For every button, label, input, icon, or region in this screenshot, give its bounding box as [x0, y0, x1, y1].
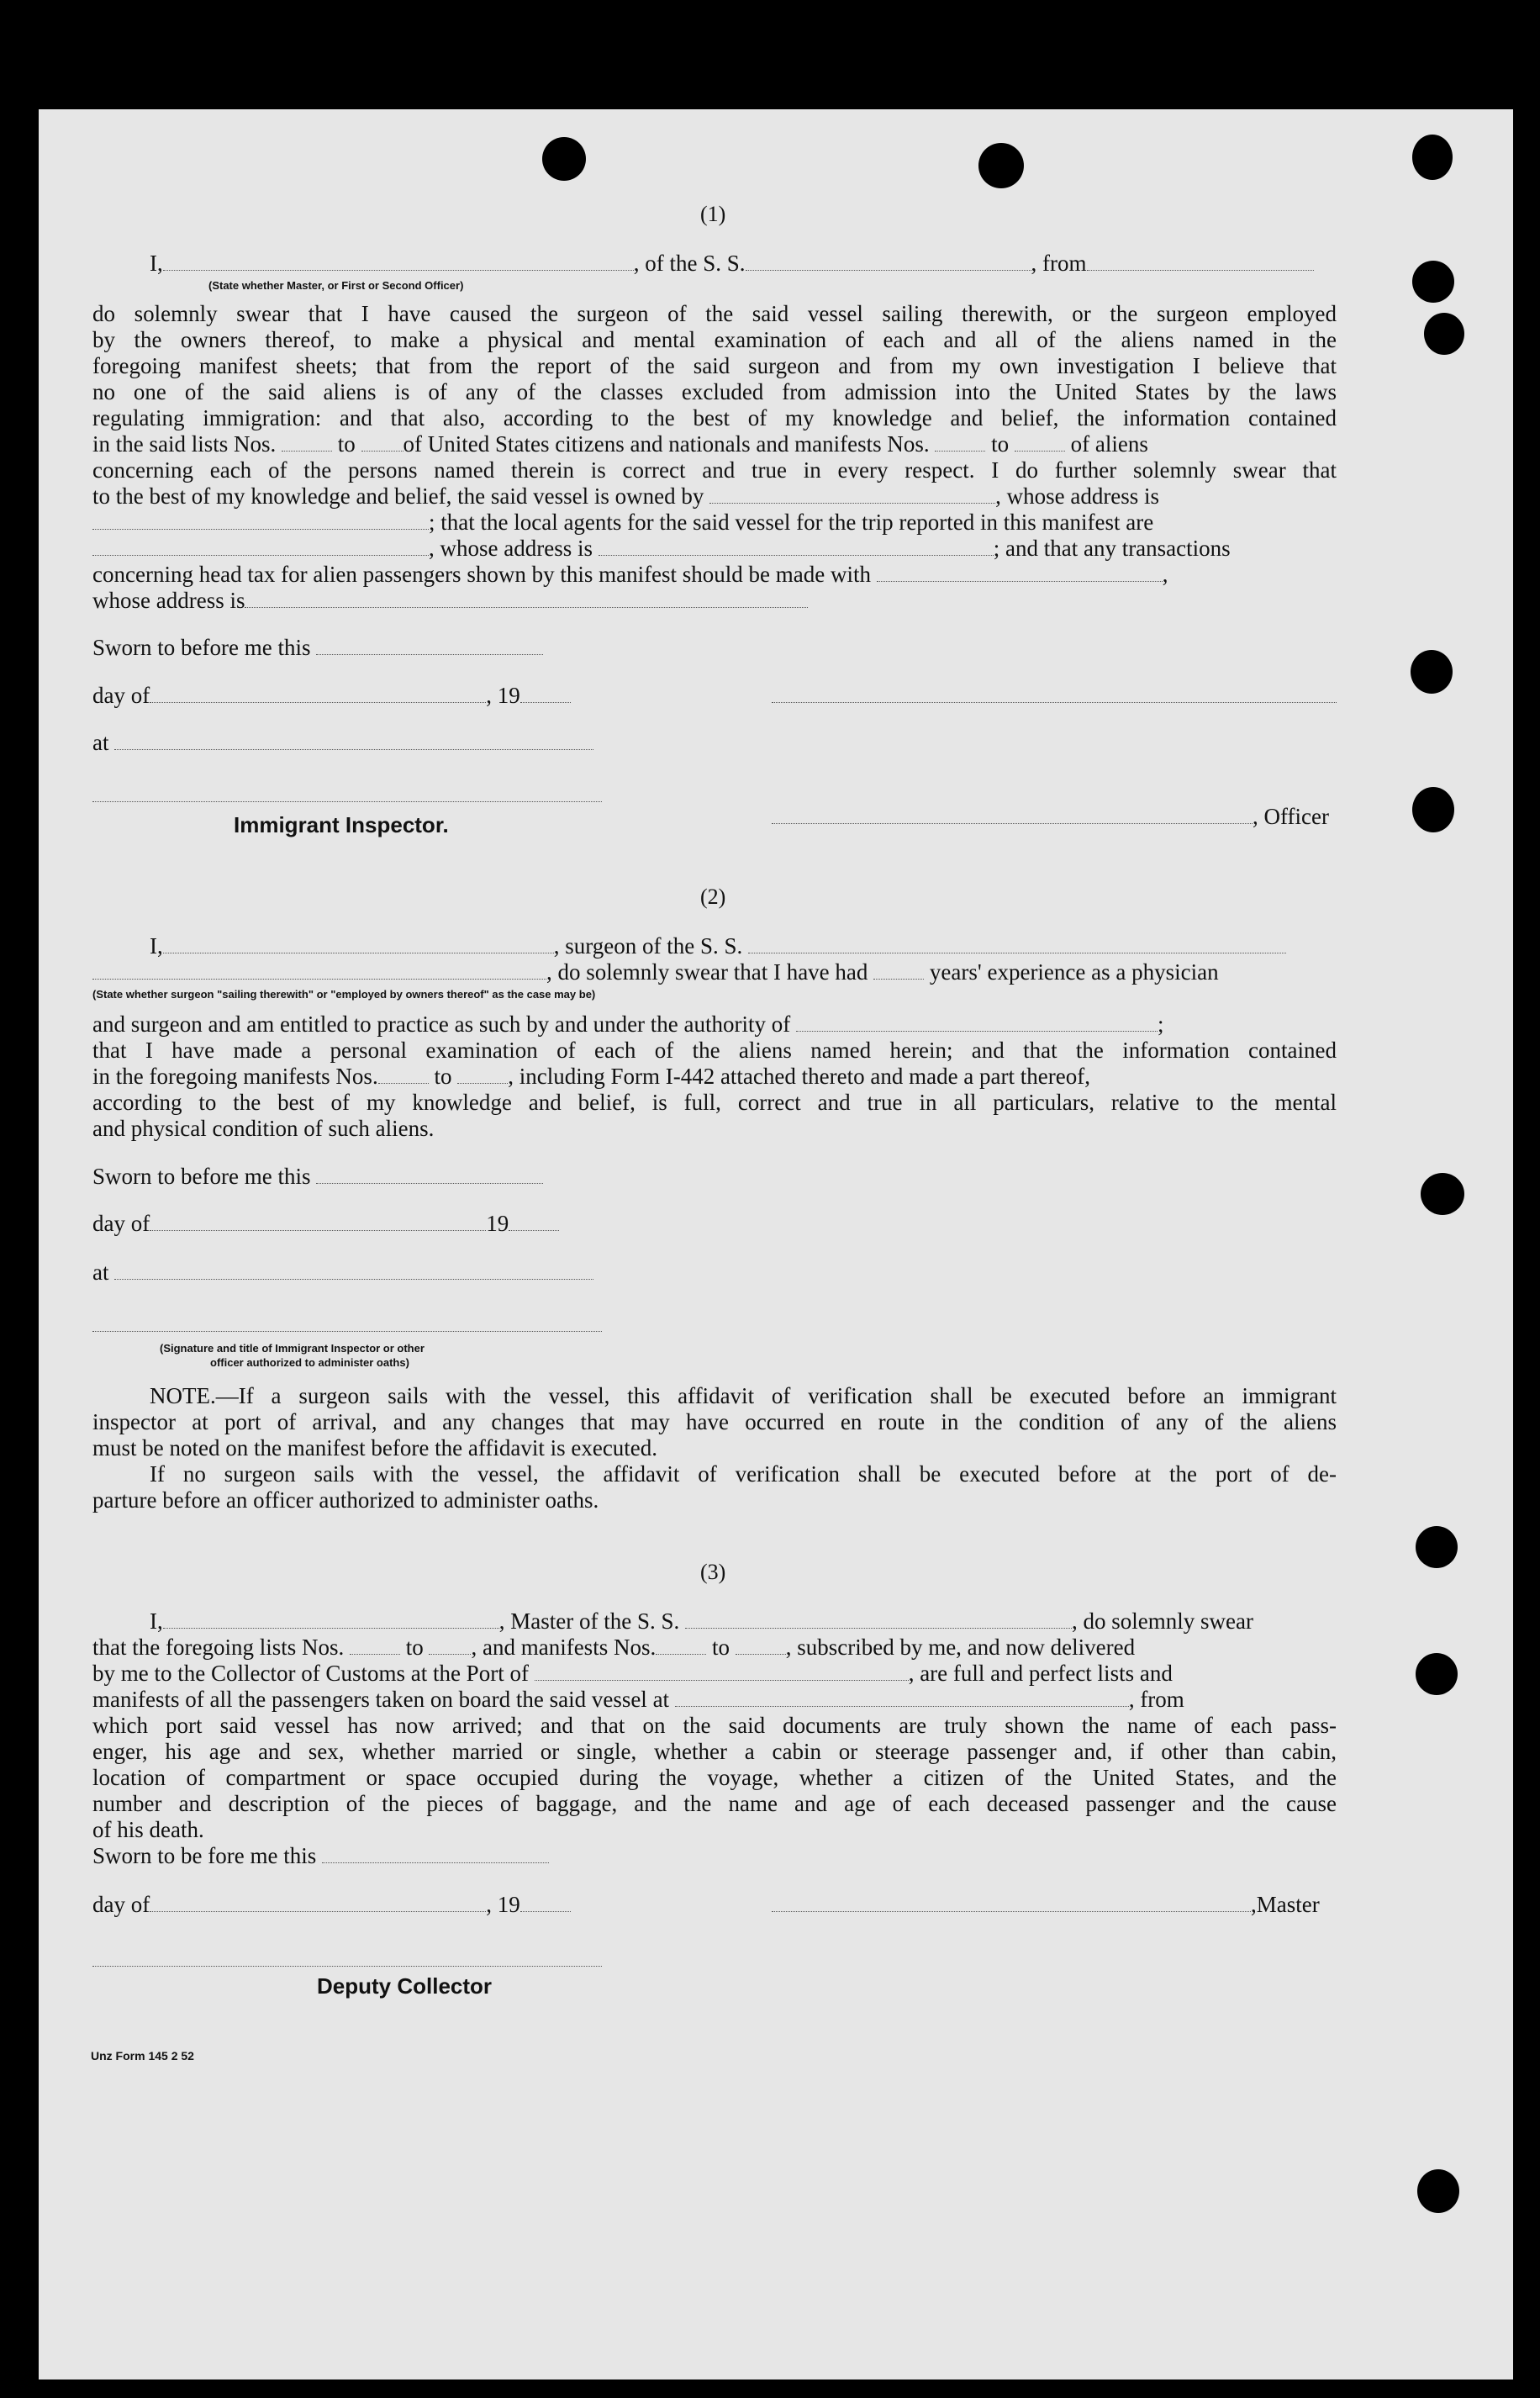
sec2-sig-caption-1: (Signature and title of Immigrant Inspector or other [160, 1342, 425, 1355]
sec1-para-12: whose address is [92, 588, 808, 613]
punch-hole [1416, 1653, 1458, 1695]
sec2-para-5: and physical condition of such aliens. [92, 1116, 435, 1141]
sec3-dayof-line: day of , 19 [92, 1892, 571, 1917]
sec3-para-8: number and description of the pieces of baggage, and the name and age of each deceased passenger and the cause [92, 1791, 1337, 1816]
sec2-at-line: at [92, 1260, 593, 1285]
sec3-para-6: enger, his age and sex, whether married or single, whether a cabin or steerage passenger and, if other than cabin, [92, 1739, 1337, 1764]
sec1-officer-note: (State whether Master, or First or Second Officer) [208, 279, 464, 292]
immigrant-inspector-label: Immigrant Inspector. [234, 812, 449, 837]
sec1-para-7: concerning each of the persons named therein is correct and true in every respect. I do further solemnly swear that [92, 457, 1337, 483]
sec3-line-1: I, , Master of the S. S. , do solemnly swear [150, 1608, 1253, 1634]
note-line-3: must be noted on the manifest before the affidavit is executed. [92, 1435, 658, 1460]
sec3-para-9: of his death. [92, 1817, 204, 1842]
section-1-number: (1) [700, 202, 726, 226]
sec2-para-3: in the foregoing manifests Nos. to , including Form I-442 attached thereto and made a part thereof, [92, 1064, 1090, 1089]
sec2-para-4: according to the best of my knowledge and belief, is full, correct and true in all particulars, relative to the mental [92, 1090, 1337, 1115]
punch-hole [1416, 1526, 1458, 1568]
sec1-para-1: do solemnly swear that I have caused the surgeon of the said vessel sailing therewith, or the surgeon employed [92, 301, 1337, 326]
sec1-dayof-line: day of , 19 [92, 683, 571, 708]
punch-hole [1411, 650, 1453, 694]
punch-hole [1424, 313, 1464, 355]
punch-hole [1421, 1173, 1464, 1215]
sec3-sworn-line: Sworn to be fore me this [92, 1843, 549, 1868]
punch-hole [1417, 2169, 1459, 2213]
sec2-sig-line [92, 1312, 602, 1337]
sec1-para-6: in the said lists Nos. to of United States citizens and nationals and manifests Nos. to of aliens [92, 431, 1148, 457]
sec1-para-8: to the best of my knowledge and belief, the said vessel is owned by , whose address is [92, 483, 1160, 509]
punch-hole [542, 137, 586, 181]
sec1-para-11: concerning head tax for alien passengers shown by this manifest should be made with , [92, 562, 1168, 587]
sec1-para-4: no one of the said aliens is of any of the classes excluded from admission into the United States by the laws [92, 379, 1337, 404]
sec2-para-2: that I have made a personal examination of each of the aliens named herein; and that the information contained [92, 1038, 1337, 1063]
section-2-number: (2) [700, 885, 726, 909]
sec1-para-3: foregoing manifest sheets; that from the report of the said surgeon and from my own investigation I believe that [92, 353, 1337, 378]
sec3-line-3: by me to the Collector of Customs at the Port of , are full and perfect lists and [92, 1661, 1173, 1686]
sec3-master-line: ,Master [772, 1892, 1320, 1917]
sec3-line-2: that the foregoing lists Nos. to , and manifests Nos. to , subscribed by me, and now delivered [92, 1635, 1136, 1660]
sec1-at-line: at [92, 730, 593, 755]
sec2-line-1: I, , surgeon of the S. S. [150, 933, 1286, 959]
punch-hole [1412, 787, 1454, 832]
sec1-inspector-sig-line [92, 782, 602, 807]
sec2-dayof-line: day of 19 [92, 1211, 559, 1236]
sec1-sig-line [772, 683, 1337, 708]
note-line-1: NOTE.—If a surgeon sails with the vessel, this affidavit of verification shall be executed before an immigrant [150, 1383, 1337, 1408]
sec1-sworn-line: Sworn to before me this [92, 635, 543, 660]
sec1-officer-line: , Officer [772, 804, 1329, 829]
sec3-collector-sig-line [92, 1946, 602, 1972]
sec2-sworn-line: Sworn to before me this [92, 1164, 543, 1189]
sec2-para-1: and surgeon and am entitled to practice as such by and under the authority of ; [92, 1011, 1164, 1037]
note-line-4: If no surgeon sails with the vessel, the affidavit of verification shall be executed before at the port of de- [150, 1461, 1337, 1487]
sec3-line-4: manifests of all the passengers taken on board the said vessel at , from [92, 1687, 1184, 1712]
punch-hole [1412, 261, 1454, 303]
sec2-line-2: , do solemnly swear that I have had years' experience as a physician [92, 959, 1219, 985]
sec1-para-5: regulating immigration: and that also, according to the best of my knowledge and belief, the information contained [92, 405, 1337, 430]
punch-hole [1412, 135, 1453, 180]
note-line-5: parture before an officer authorized to administer oaths. [92, 1487, 599, 1513]
punch-hole [978, 143, 1024, 188]
sec1-para-10: , whose address is ; and that any transactions [92, 536, 1231, 561]
sec1-para-2: by the owners thereof, to make a physical and mental examination of each and all of the aliens named in the [92, 327, 1337, 352]
section-3-number: (3) [700, 1560, 726, 1584]
note-line-2: inspector at port of arrival, and any changes that may have occurred en route in the condition of any of the aliens [92, 1409, 1337, 1434]
sec3-para-7: location of compartment or space occupied during the voyage, whether a citizen of the United States, and the [92, 1765, 1337, 1790]
sec1-para-9: ; that the local agents for the said vessel for the trip reported in this manifest are [92, 510, 1153, 535]
sec1-line-1: I, , of the S. S. , from [150, 251, 1314, 276]
sec2-surgeon-note: (State whether surgeon "sailing therewith" or "employed by owners thereof" as the case may be) [92, 988, 596, 1001]
form-number: Unz Form 145 2 52 [91, 2049, 194, 2063]
deputy-collector-label: Deputy Collector [317, 1973, 493, 1999]
sec2-sig-caption-2: officer authorized to administer oaths) [210, 1356, 409, 1369]
sec3-para-5: which port said vessel has now arrived; and that on the said documents are truly shown the name of each pass- [92, 1713, 1337, 1738]
